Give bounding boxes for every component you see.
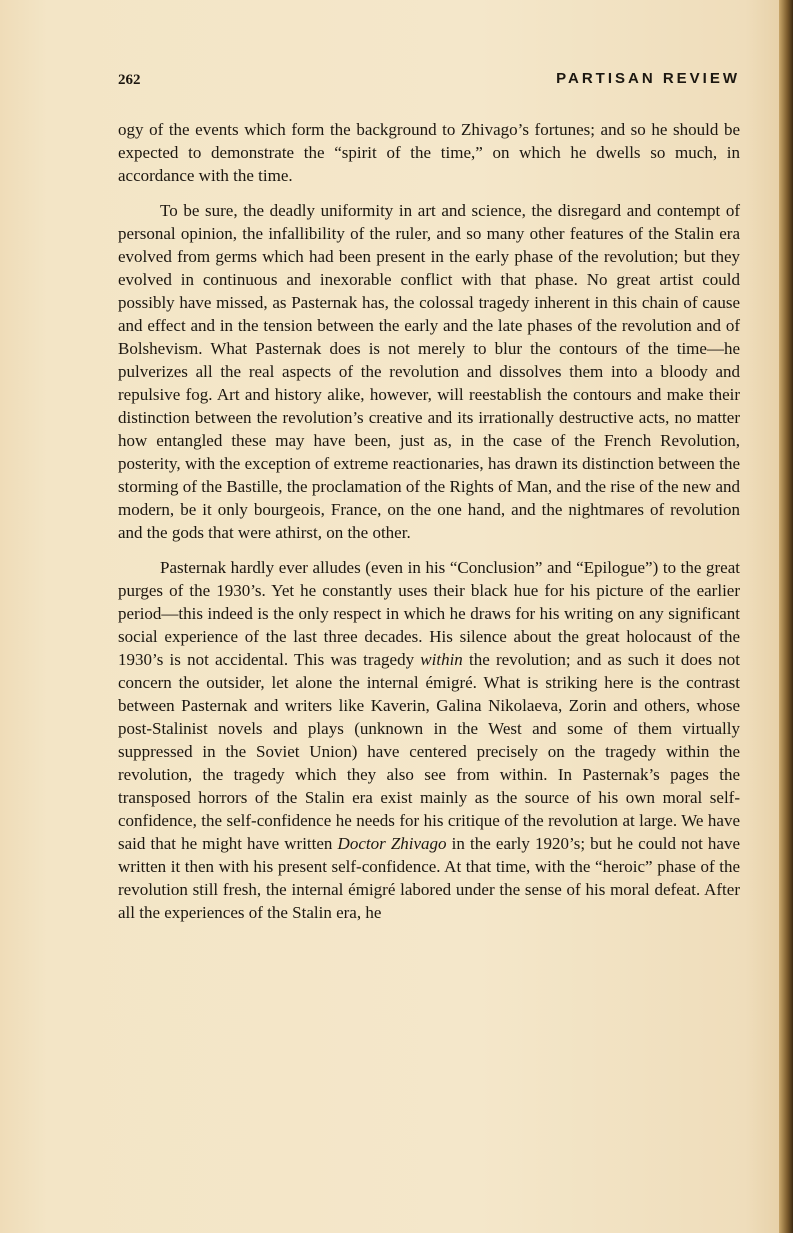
book-spine-edge: [779, 0, 793, 1233]
text-segment: Pasternak hardly ever alludes (even in his “Conclusion” and “Epilogue”) to the great purges of the 1930’s. Yet he constantly uses their black hue for his picture of the earlier period—this indeed is the only respect in which he draws for his writing on any significant social experience of the last three decades. His silence about the great holocaust of the 1930’s is not accidental. This was tragedy: [118, 558, 740, 669]
running-head: PARTISAN REVIEW: [556, 70, 740, 87]
body-text: [118, 118, 740, 924]
page-header: [118, 70, 740, 94]
text-segment: To be sure, the deadly uniformity in art and science, the disregard and contempt of personal opinion, the infallibility of the ruler, and so many other features of the Stalin era evolved from germs which had been present in the early phase of the revolution; but they evolved in continuous and inexorable conflict with that phase. No great artist could possibly have missed, as Pasternak has, the colossal tragedy inherent in this chain of cause and effect and in the tension between the early and the late phases of the revolution and of Bolshevism. What Pasternak does is not merely to blur the contours of the time—he pulverizes all the real aspects of the revolution and dissolves them into a bloody and repulsive fog. Art and history alike, however, will reestablish the contours and make their distinction between the revolution’s creative and its irrationally destructive acts, no matter how entangled these may have been, just as, in the case of the French Revolution, posterity, with the exception of extreme reactionaries, has drawn its distinction between the storming of the Bastille, the proclamation of the Rights of Man, and the rise of the new and modern, be it only bourgeois, France, on the one hand, and the nightmares of revolution and the gods that were athirst, on the other.: [118, 201, 740, 542]
text-segment: ogy of the events which form the background to Zhivago’s fortunes; and so he should be expected to demonstrate the “spirit of the time,” on which he dwells so much, in accordance with the time.: [118, 120, 740, 185]
paragraph: [118, 556, 740, 924]
paragraph: [118, 118, 740, 187]
text-segment: the revolution; and as such it does not concern the outsider, let alone the internal émigré. What is striking here is the contrast between Pasternak and writers like Kaverin, Galina Nikolaeva, Zorin and others, whose post-Stalinist novels and plays (unknown in the West and some of them virtually suppressed in the Soviet Union) have centered precisely on the tragedy within the revolution, the tragedy which they also see from within. In Pasternak’s pages the transposed horrors of the Stalin era exist mainly as the source of his own moral self-confidence, the self-confidence he needs for his critique of the revolution at large. We have said that he might have written: [118, 650, 740, 853]
text-segment: in the early 1920’s; but he could not have written it then with his present self-confidence. At that time, with the “heroic” phase of the revolution still fresh, the internal émigré labored under the sense of his moral defeat. After all the experiences of the Stalin era, he: [118, 834, 740, 922]
paragraph: [118, 199, 740, 544]
page-number: 262: [118, 72, 141, 88]
book-title-italic: Doctor Zhivago: [337, 834, 447, 853]
italic-text-segment: within: [420, 650, 463, 669]
